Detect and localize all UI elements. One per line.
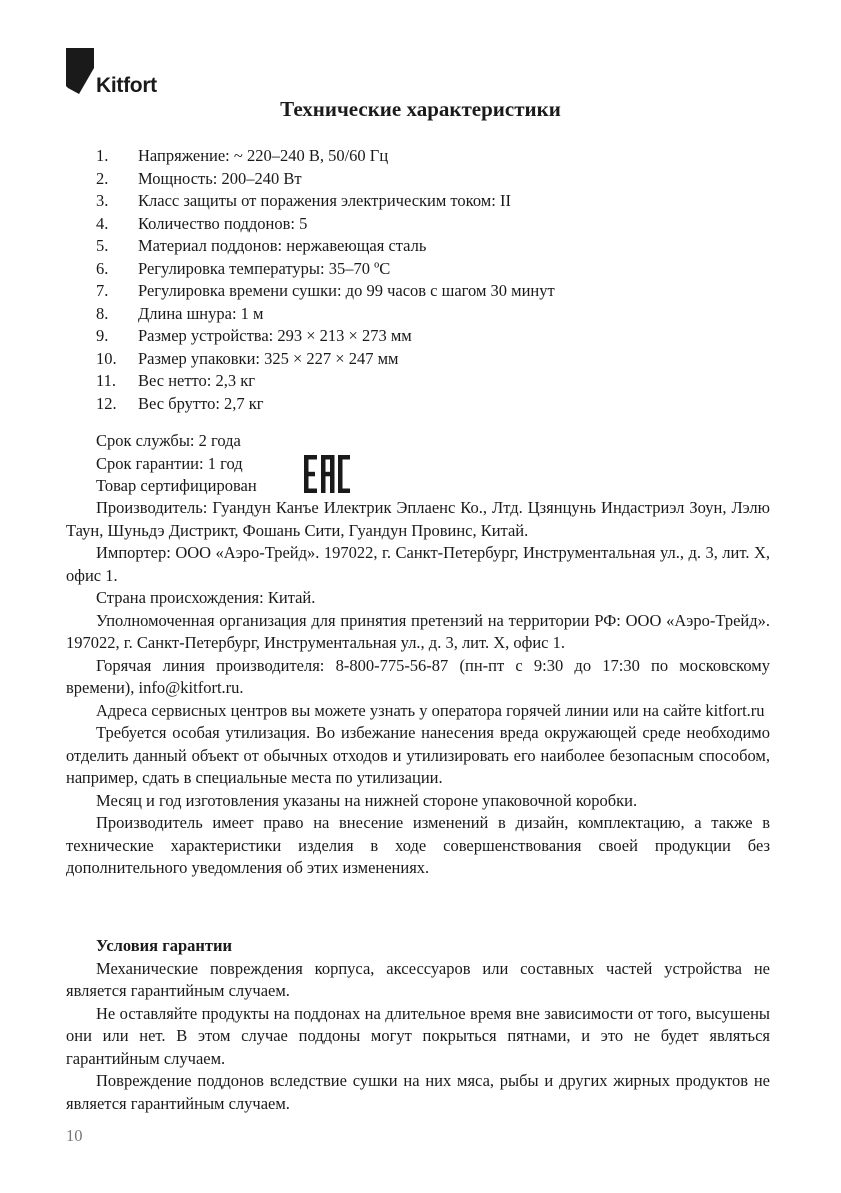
info-paragraph: Производитель: Гуандун Канъе Илектрик Эплаенс Ко., Лтд. Цзянцунь Индастриэл Зоун, Лэлю Таун, Шуньдэ Дистрикт, Фошань Сити, Гуандун Провинс, Китай. bbox=[66, 498, 770, 540]
spec-item bbox=[96, 168, 555, 191]
spec-text: Размер упаковки: 325 × 227 × 247 мм bbox=[138, 348, 399, 368]
kitfort-logo bbox=[66, 48, 176, 100]
warranty-paragraph: Повреждение поддонов вследствие сушки на них мяса, рыбы и других жирных продуктов не является гарантийным случаем. bbox=[66, 1071, 770, 1113]
spec-number: 9. bbox=[96, 326, 109, 345]
info-paragraph: Месяц и год изготовления указаны на нижней стороне упаковочной коробки. bbox=[96, 790, 638, 810]
spec-text: Вес брутто: 2,7 кг bbox=[138, 393, 264, 413]
spec-item bbox=[96, 280, 555, 303]
spec-number: 1. bbox=[96, 146, 109, 165]
spec-text: Регулировка температуры: 35–70 ºC bbox=[138, 258, 391, 278]
spec-item bbox=[96, 213, 555, 236]
spec-text: Размер устройства: 293 × 213 × 273 мм bbox=[138, 326, 412, 345]
warranty-conditions bbox=[66, 935, 770, 1115]
spec-text: Регулировка времени сушки: до 99 часов с шагом 30 минут bbox=[138, 281, 555, 300]
warranty-paragraph: Не оставляйте продукты на поддонах на длительное время вне зависимости от того, высушены они или нет. В этом случае поддоны могут покрыться пятнами, и это не будет являться гарантийным случаем. bbox=[66, 1003, 770, 1068]
kitfort-logo-mark-icon bbox=[66, 48, 96, 94]
spec-item bbox=[96, 303, 555, 326]
service-life: Срок службы: 2 года bbox=[96, 431, 241, 450]
spec-text: Класс защиты от поражения электрическим током: II bbox=[138, 191, 511, 210]
eac-certification-icon bbox=[304, 455, 350, 493]
certified-text: Товар сертифицирован bbox=[96, 476, 257, 495]
info-paragraph: Страна происхождения: Китай. bbox=[96, 588, 316, 607]
spec-item bbox=[96, 370, 555, 393]
manufacturer-info bbox=[66, 497, 770, 880]
spec-item bbox=[96, 258, 555, 281]
spec-item bbox=[96, 348, 555, 371]
spec-text: Напряжение: ~ 220–240 В, 50/60 Гц bbox=[138, 146, 389, 165]
spec-text: Материал поддонов: нержавеющая сталь bbox=[138, 236, 427, 255]
spec-number: 2. bbox=[96, 168, 109, 188]
info-paragraph: Производитель имеет право на внесение изменений в дизайн, комплектацию, а также в технические характеристики изделия в ходе совершенствования своей продукции без дополнительного уведомления об этих изменениях. bbox=[66, 813, 770, 877]
page-title: Технические характеристики bbox=[280, 97, 561, 121]
warranty-paragraph: Механические повреждения корпуса, аксессуаров или составных частей устройства не является гарантийным случаем. bbox=[66, 958, 770, 1000]
spec-number: 10. bbox=[96, 348, 117, 368]
info-paragraph: Импортер: ООО «Аэро-Трейд». 197022, г. Санкт-Петербург, Инструментальная ул., д. 3, лит. Х, офис 1. bbox=[66, 543, 770, 585]
spec-number: 3. bbox=[96, 191, 109, 210]
spec-number: 11. bbox=[96, 371, 117, 390]
spec-number: 8. bbox=[96, 303, 109, 323]
spec-item bbox=[96, 325, 555, 348]
spec-number: 5. bbox=[96, 236, 109, 255]
spec-text: Длина шнура: 1 м bbox=[138, 303, 264, 323]
spec-number: 7. bbox=[96, 281, 109, 300]
specs-list bbox=[96, 145, 555, 415]
spec-text: Вес нетто: 2,3 кг bbox=[138, 371, 256, 390]
warranty-term: Срок гарантии: 1 год bbox=[96, 453, 243, 473]
warranty-section-title: Условия гарантии bbox=[96, 936, 233, 955]
brand-name: Kitfort bbox=[96, 74, 157, 97]
service-info bbox=[66, 430, 770, 498]
page-number: 10 bbox=[66, 1126, 83, 1145]
spec-item bbox=[96, 235, 555, 258]
info-paragraph: Уполномоченная организация для принятия претензий на территории РФ: ООО «Аэро-Трейд». 197022, г. Санкт-Петербург, Инструментальная ул., д. 3, лит. Х, офис 1. bbox=[66, 610, 770, 652]
spec-item bbox=[96, 190, 555, 213]
spec-number: 12. bbox=[96, 393, 117, 413]
info-paragraph: Адреса сервисных центров вы можете узнать у оператора горячей линии или на сайте kitfort.ru bbox=[96, 700, 765, 720]
info-paragraph: Горячая линия производителя: 8-800-775-56-87 (пн-пт с 9:30 до 17:30 по московскому времени), info@kitfort.ru. bbox=[66, 655, 770, 697]
info-paragraph: Требуется особая утилизация. Во избежание нанесения вреда окружающей среде необходимо отделить данный объект от обычных отходов и утилизировать его наиболее безопасным способом, например, сдать в специальные места по утилизации. bbox=[66, 723, 770, 787]
spec-item bbox=[96, 393, 555, 416]
spec-item bbox=[96, 145, 555, 168]
spec-number: 6. bbox=[96, 258, 109, 278]
spec-text: Количество поддонов: 5 bbox=[138, 213, 308, 233]
spec-number: 4. bbox=[96, 213, 109, 233]
spec-text: Мощность: 200–240 Вт bbox=[138, 168, 302, 188]
